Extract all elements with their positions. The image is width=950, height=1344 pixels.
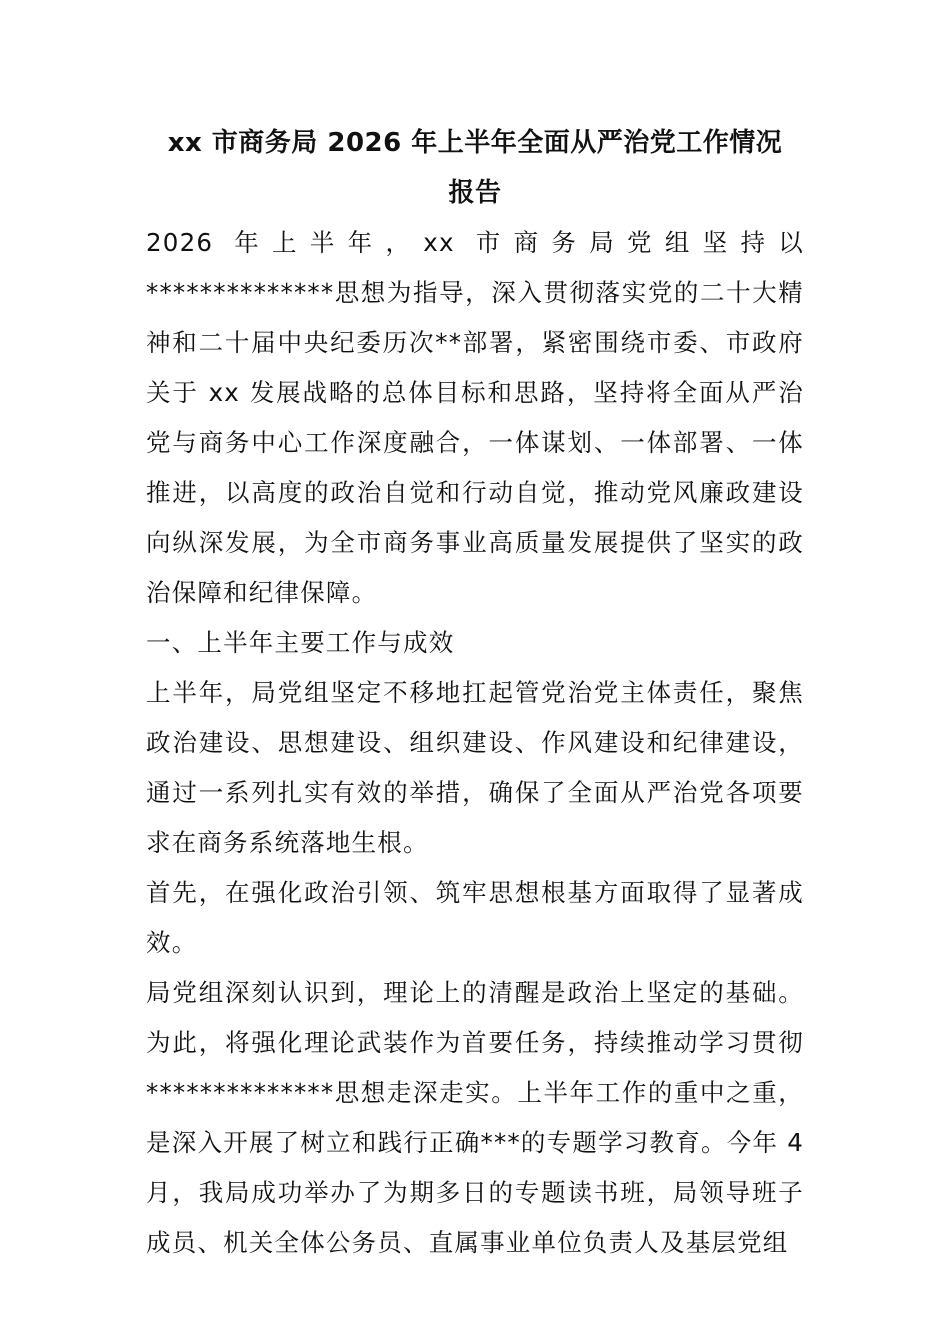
paragraph-intro: 2026 年上半年，xx 市商务局党组坚持以**************思想为指导，深入贯彻落实党的二十大精神和二十届中央纪委历次**部署，紧密围绕市委、市政府关于 xx 发展战略的总体目标和思路，坚持将全面从严治党与商务中心工作深度融合，一体谋划、一体部署、一体推进，以高度的政治自觉和行动自觉，推动党风廉政建设向纵深发展，为全市商务事业高质量发展提供了坚实的政治保障和纪律保障。 xyxy=(146,228,804,607)
document-title xyxy=(146,118,804,218)
paragraph-theory-study: 局党组深刻认识到，理论上的清醒是政治上坚定的基础。为此，将强化理论武装作为首要任务，持续推动学习贯彻**************思想走深走实。上半年工作的重中之重，是深入开展了树立和践行正确***的专题学习教育。今年 4 月，我局成功举办了为期多日的专题读书班，局领导班子成员、机关全体公务员、直属事业单位负责人及基层党组 xyxy=(146,978,804,1257)
paragraph-section-1-summary: 上半年，局党组坚定不移地扛起管党治党主体责任，聚焦政治建设、思想建设、组织建设、作风建设和纪律建设，通过一系列扎实有效的举措，确保了全面从严治党各项要求在商务系统落地生根。 xyxy=(146,678,804,857)
title-line-2: 报告 xyxy=(448,178,502,208)
section-heading-1: 一、上半年主要工作与成效 xyxy=(146,628,455,657)
paragraph-first-point: 首先，在强化政治引领、筑牢思想根基方面取得了显著成效。 xyxy=(146,878,804,957)
title-line-1: xx 市商务局 2026 年上半年全面从严治党工作情况 xyxy=(167,128,783,158)
